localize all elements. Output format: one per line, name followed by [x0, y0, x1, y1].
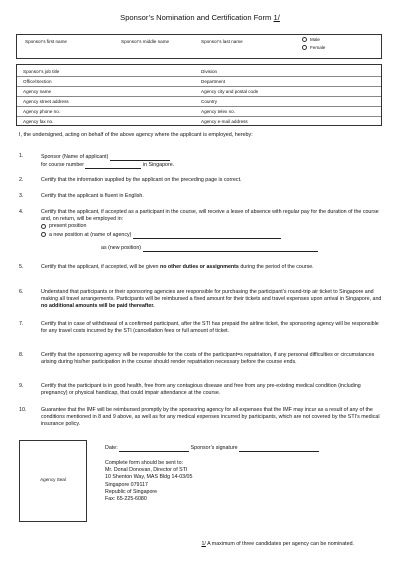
item-5-text-a: Certify that the applicant, if accepted, will be given — [41, 264, 160, 270]
course-number-input[interactable] — [85, 161, 141, 169]
agency-email-field[interactable]: Agency e-mail address — [201, 119, 248, 124]
address-line: Mr. Donal Donovan, Director of STI — [105, 467, 188, 474]
item-7-text: Certify that in case of withdrawal of a confirmed participant, after the STI has prepaid the airline ticket, the sponsoring agency will be responsible for any travel costs incurred by the STI (cancellation fees or full amount of ticket. — [41, 321, 379, 335]
agency-address-field[interactable]: Agency street address — [23, 99, 69, 104]
present-position-label: present position — [49, 223, 87, 230]
title-footnote-mark: 1/ — [273, 13, 280, 22]
department-field[interactable]: Department — [201, 79, 226, 84]
date-input[interactable] — [119, 444, 189, 452]
item-6-text: Understand that participants or their sponsoring agencies are responsible for purchasing the participant’s round-trip air ticket to Singapore and making all travel arrangements. Participants will be reimbursed a fixed amount for their tickets and travel expenses upon arrival in Singapore, and — [41, 289, 382, 303]
course-number-label: for course number — [41, 162, 84, 169]
female-radio-icon[interactable] — [302, 45, 307, 50]
new-position-label-as: as (new position) — [101, 244, 142, 251]
row-divider — [17, 76, 381, 77]
agency-seal-box — [19, 440, 87, 522]
row-divider — [17, 86, 381, 87]
item-10 — [19, 407, 384, 429]
item-7 — [19, 321, 384, 335]
present-position-option[interactable] — [41, 223, 384, 230]
item-number: 7. — [19, 321, 24, 327]
row-divider — [17, 96, 381, 97]
female-label: Female — [310, 45, 326, 50]
item-3 — [19, 193, 384, 200]
item-10-text: Guarantee that the IMF will be reimbursed promptly by the sponsoring agency for all expenses that the IMF may incur as a result of any of the conditions mentioned in 8 and 9 above, as well as for any medical expenses incurred by participants, which are not covered by the STI’s medical insurance policy. — [41, 407, 380, 428]
item-2-text: Certify that the information supplied by the applicant on the preceding page is correct. — [41, 177, 242, 183]
division-field[interactable]: Division — [201, 69, 218, 74]
item-9-text: Certify that the participant is in good health, free from any contagious disease and free from any pre-existing medical condition (including pregnancy) or physical handicap, that could impair attendance at the course. — [41, 383, 361, 397]
first-name-field[interactable]: Sponsor’s first name — [25, 39, 67, 44]
item-number: 8. — [19, 352, 24, 358]
agency-details-box — [16, 64, 382, 126]
item-6-bold: no additional amounts will be paid thereafter. — [41, 303, 155, 310]
item-5-bold: no other duties or assignments — [159, 264, 239, 270]
intro-text: I, the undersigned, acting on behalf of the above agency where the applicant is employed, hereby: — [19, 132, 253, 138]
item-9 — [19, 383, 384, 397]
country-field[interactable]: Country — [201, 99, 218, 104]
item-1 — [19, 153, 384, 169]
item-1-suffix: in Singapore. — [142, 162, 175, 169]
applicant-name-input[interactable] — [110, 153, 170, 161]
row-divider — [17, 106, 381, 107]
office-section-field[interactable]: Office/Section — [23, 79, 52, 84]
footnote-text: A maximum of three candidates per agency can be nominated. — [205, 541, 354, 547]
new-agency-input[interactable] — [133, 231, 281, 239]
item-8 — [19, 352, 384, 366]
form-title — [0, 13, 400, 22]
signature-input[interactable] — [239, 444, 319, 452]
row-divider — [17, 116, 381, 117]
middle-name-field[interactable]: Sponsor’s middle name — [121, 39, 170, 44]
present-position-radio-icon[interactable] — [41, 224, 46, 229]
address-line: Republic of Singapore — [105, 488, 158, 495]
address-line: Fax: 65-225-6080 — [105, 496, 147, 503]
agency-seal-label: Agency Seal — [40, 477, 66, 482]
signature-label: Sponsor’s signature — [190, 445, 238, 451]
item-number: 9. — [19, 383, 24, 389]
agency-phone-field[interactable]: Agency phone no. — [23, 109, 61, 114]
last-name-field[interactable]: Sponsor’s last name — [201, 39, 243, 44]
new-position-radio-icon[interactable] — [41, 232, 46, 237]
address-line: Singapore 079117 — [105, 481, 148, 488]
item-number: 10. — [19, 407, 27, 413]
item-number: 2. — [19, 177, 24, 183]
item-1-label: Sponsor (Name of applicant) — [41, 154, 109, 160]
signature-row — [105, 444, 385, 452]
item-4-text: Certify that the applicant, if accepted as a participant in the course, will receive a leave of absence with regular pay for the duration of the course and, on return, will be employed in: — [41, 209, 379, 223]
male-option[interactable] — [302, 37, 320, 42]
item-8-text: Certify that the sponsoring agency will be responsible for the costs of the participant=s repatriation, if any personal difficulties or circumstances arising during his/her participation in the course should render repatriation necessary before the course ends. — [41, 352, 375, 366]
name-box — [16, 34, 382, 59]
agency-fax-field[interactable]: Agency fax no. — [23, 119, 54, 124]
male-label: Male — [310, 37, 320, 42]
item-4 — [19, 209, 384, 252]
item-number: 5. — [19, 264, 24, 270]
item-5-text-b: during the period of the course. — [238, 264, 314, 270]
item-number: 6. — [19, 289, 24, 295]
agency-city-field[interactable]: Agency city and postal code — [201, 89, 259, 94]
item-5 — [19, 264, 384, 271]
new-position-input[interactable] — [143, 244, 318, 252]
new-position-option[interactable] — [41, 231, 384, 239]
male-radio-icon[interactable] — [302, 37, 307, 42]
item-number: 1. — [19, 153, 24, 159]
date-label: Date: — [105, 445, 118, 451]
address-line: Complete form should be sent to: — [105, 460, 184, 466]
item-6 — [19, 289, 384, 311]
title-text: Sponsor’s Nomination and Certification Form — [120, 13, 272, 22]
footnote — [201, 541, 354, 547]
agency-name-field[interactable]: Agency name — [23, 89, 52, 94]
new-position-label: a new position at (name of agency) — [49, 231, 132, 238]
item-number: 3. — [19, 193, 24, 199]
item-2 — [19, 177, 384, 184]
item-number: 4. — [19, 209, 24, 215]
item-3-text: Certify that the applicant is fluent in English. — [41, 193, 144, 199]
footnote-mark: 1/ — [201, 541, 206, 547]
job-title-field[interactable]: Sponsor’s job title — [23, 69, 60, 74]
mailing-address — [105, 460, 192, 503]
address-line: 10 Shenton Way, MAS Bldg 14-03/05 — [105, 474, 193, 481]
female-option[interactable] — [302, 45, 325, 50]
agency-telex-field[interactable]: Agency telex no. — [201, 109, 235, 114]
